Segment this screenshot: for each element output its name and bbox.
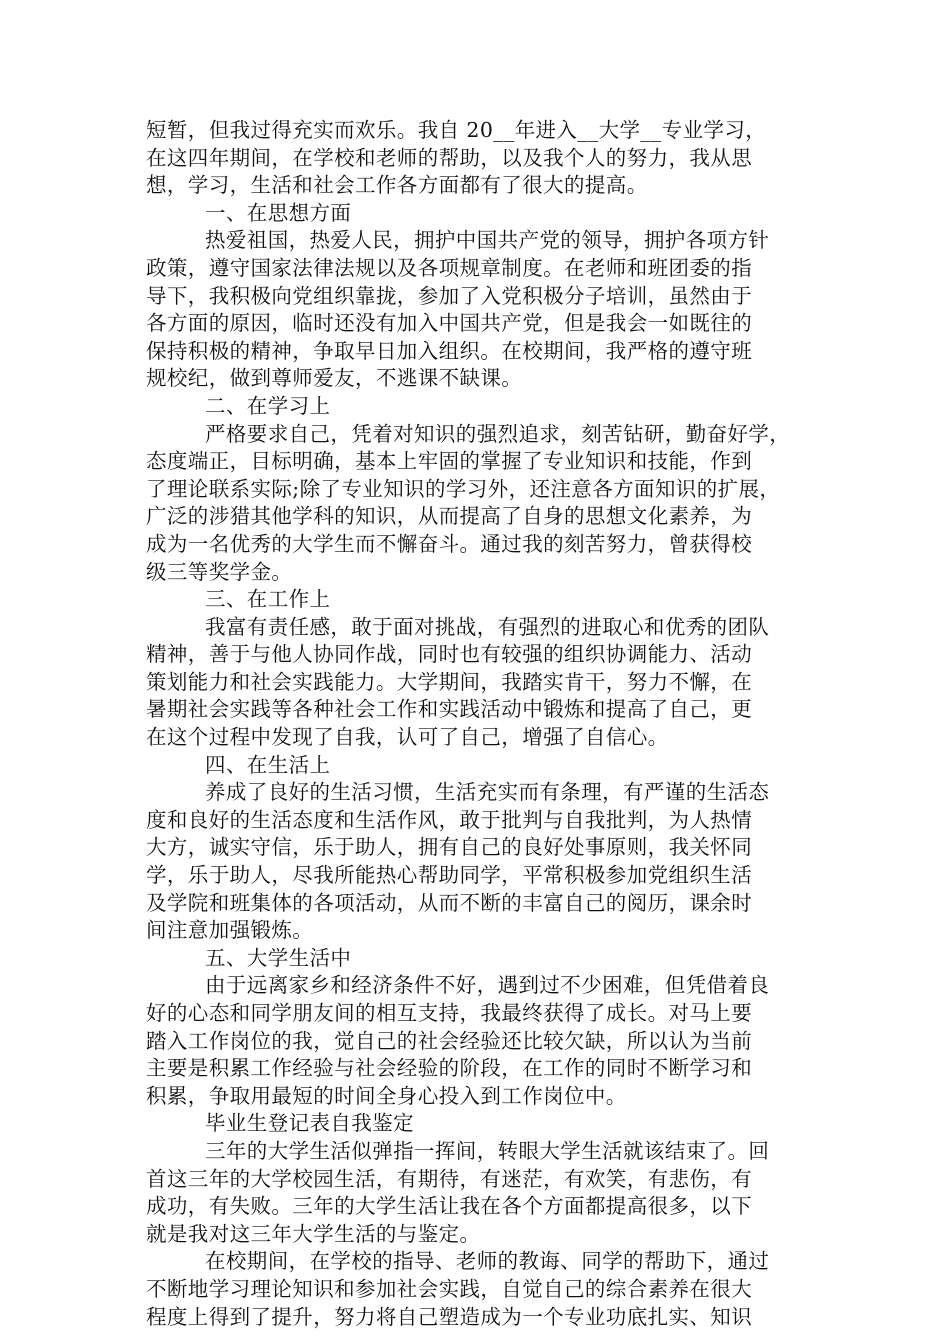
text-line: 度和良好的生活态度和生活作风，敢于批判与自我批判，为人热情 bbox=[146, 807, 753, 832]
text-line: 五、大学生活中 bbox=[205, 945, 352, 970]
text-line: 级三等奖学金。 bbox=[146, 559, 293, 584]
text-line: 主要是积累工作经验与社会经验的阶段，在工作的同时不断学习和 bbox=[146, 1056, 753, 1081]
text-line: 学，乐于助人，尽我所能热心帮助同学，平常积极参加党组织生活 bbox=[146, 863, 753, 888]
text-line: 想，学习，生活和社会工作各方面都有了很大的提高。 bbox=[146, 173, 648, 198]
text-line: 成为一名优秀的大学生而不懈奋斗。通过我的刻苦努力，曾获得校 bbox=[146, 531, 753, 556]
text-line: 四、在生活上 bbox=[205, 752, 331, 777]
text-line: 一、在思想方面 bbox=[205, 200, 352, 225]
text-line: 在校期间，在学校的指导、老师的教诲、同学的帮助下，通过 bbox=[205, 1249, 770, 1274]
text-line: 各方面的原因，临时还没有加入中国共产党，但是我会一如既往的 bbox=[146, 311, 753, 336]
text-line: 热爱祖国，热爱人民，拥护中国共产党的领导，拥护各项方针 bbox=[205, 228, 770, 253]
text-line: 保持积极的精神，争取早日加入组织。在校期间，我严格的遵守班 bbox=[146, 338, 753, 363]
text-line: 毕业生登记表自我鉴定 bbox=[205, 1111, 414, 1136]
document-body bbox=[146, 117, 806, 1331]
text-line: 三、在工作上 bbox=[205, 587, 331, 612]
text-line: 踏入工作岗位的我，觉自己的社会经验还比较欠缺，所以认为当前 bbox=[146, 1028, 753, 1053]
text-line: 不断地学习理论知识和参加社会实践，自觉自己的综合素养在很大 bbox=[146, 1276, 753, 1301]
text-line: 就是我对这三年大学生活的与鉴定。 bbox=[146, 1221, 481, 1246]
text-line: 我富有责任感，敢于面对挑战，有强烈的进取心和优秀的团队 bbox=[205, 614, 770, 639]
text-line: 好的心态和同学朋友间的相互支持，我最终获得了成长。对马上要 bbox=[146, 1001, 753, 1025]
text-line: 二、在学习上 bbox=[205, 393, 331, 418]
text-line: 成功，有失败。三年的大学生活让我在各个方面都提高很多，以下 bbox=[146, 1194, 753, 1219]
text-line: 程度上得到了提升，努力将自己塑造成为一个专业功底扎实、知识 bbox=[146, 1304, 753, 1329]
text-line: 大方，诚实守信，乐于助人，拥有自己的良好处事原则，我关怀同 bbox=[146, 835, 753, 860]
text-line: 导下，我积极向党组织靠拢，参加了入党积极分子培训，虽然由于 bbox=[146, 283, 753, 308]
text-line: 在这个过程中发现了自我，认可了自己，增强了自信心。 bbox=[146, 725, 669, 750]
text-line: 短暂，但我过得充实而欢乐。我自 20__年进入__大学__专业学习， bbox=[146, 118, 767, 142]
text-line: 在这四年期间，在学校和老师的帮助，以及我个人的努力，我从思 bbox=[146, 145, 753, 170]
text-line: 广泛的涉猎其他学科的知识，从而提高了自身的思想文化素养，为 bbox=[146, 504, 753, 529]
text-line: 态度端正，目标明确，基本上牢固的掌握了专业知识和技能，作到 bbox=[146, 449, 753, 474]
text-line: 策划能力和社会实践能力。大学期间，我踏实肯干，努力不懈，在 bbox=[146, 669, 753, 694]
text-line: 严格要求自己，凭着对知识的强烈追求，刻苦钻研，勤奋好学， bbox=[205, 421, 791, 446]
text-line: 由于远离家乡和经济条件不好，遇到过不少困难，但凭借着良 bbox=[205, 973, 770, 998]
text-line: 政策，遵守国家法律法规以及各项规章制度。在老师和班团委的指 bbox=[146, 255, 753, 280]
text-line: 三年的大学生活似弹指一挥间，转眼大学生活就该结束了。回 bbox=[205, 1138, 770, 1163]
text-line: 间注意加强锻炼。 bbox=[146, 918, 314, 943]
text-line: 规校纪，做到尊师爱友，不逃课不缺课。 bbox=[146, 366, 523, 391]
text-line: 精神，善于与他人协同作战，同时也有较强的组织协调能力、活动 bbox=[146, 642, 753, 667]
text-line: 首这三年的大学校园生活，有期待，有迷茫，有欢笑，有悲伤，有 bbox=[146, 1166, 753, 1191]
text-line: 暑期社会实践等各种社会工作和实践活动中锻炼和提高了自己，更 bbox=[146, 697, 753, 722]
text-line: 了理论联系实际;除了专业知识的学习外，还注意各方面知识的扩展， bbox=[146, 476, 781, 501]
text-line: 积累，争取用最短的时间全身心投入到工作岗位中。 bbox=[146, 1083, 627, 1108]
text-line: 养成了良好的生活习惯，生活充实而有条理，有严谨的生活态 bbox=[205, 780, 770, 805]
text-line: 及学院和班集体的各项活动，从而不断的丰富自己的阅历，课余时 bbox=[146, 890, 753, 915]
